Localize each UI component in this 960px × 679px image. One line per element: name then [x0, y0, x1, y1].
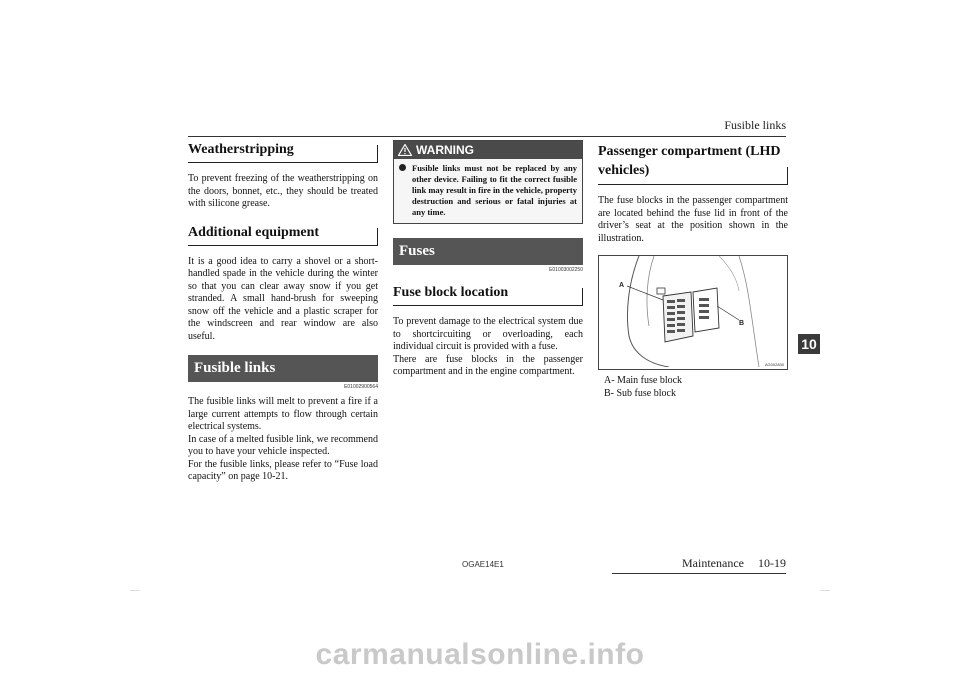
- column-3: [598, 140, 788, 400]
- caption-main-fuse-block: A- Main fuse block: [604, 375, 683, 386]
- column-1: [188, 140, 378, 484]
- warning-header: [394, 141, 582, 159]
- warning-box: [393, 140, 583, 224]
- fuses-heading: Fuses: [393, 238, 583, 265]
- additional-equipment-text: It is a good idea to carry a shovel or a short-handled spade in the vehicle during the winter so that you can clear away snow if you get stranded. A small hand-brush for sweeping snow off the vehicle and a plastic scraper for the windscreen and rear window are also useful.: [188, 255, 378, 342]
- passenger-compartment-text: The fuse blocks in the passenger compartment are located behind the fuse lid in front of the driver’s seat at the position shown in the illustration.: [598, 195, 788, 244]
- fuse-location-paragraph-1: To prevent damage to the electrical system due to shortcircuiting or overloading, each individual circuit is provided with a fuse.: [393, 316, 583, 352]
- column-2: [393, 140, 583, 379]
- fuse-location-paragraph-2: There are fuse blocks in the passenger compartment and in the engine compartment.: [393, 353, 583, 377]
- header-rule: [188, 136, 786, 137]
- fuse-block-drawing: [599, 256, 787, 367]
- crop-mark: [820, 590, 830, 591]
- fuse-block-illustration: [598, 255, 788, 370]
- warning-triangle-icon: [398, 144, 412, 156]
- running-header: Fusible links: [724, 118, 786, 132]
- fusible-links-paragraph-1: The fusible links will melt to prevent a fire if a large current attempts to flow through certain electrical systems.: [188, 396, 378, 432]
- fuse-block-location-heading: Fuse block location: [393, 283, 583, 306]
- footer-rule: [612, 573, 786, 574]
- caption-sub-fuse-block: B- Sub fuse block: [604, 387, 676, 399]
- weatherstripping-heading: Weatherstripping: [188, 140, 378, 163]
- weatherstripping-text: To prevent freezing of the weatherstripping on the doors, bonnet, etc., they should be treated with silicone grease.: [188, 173, 378, 209]
- bullet-icon: [399, 164, 406, 171]
- crop-mark: [130, 590, 140, 591]
- footer-code: OGAE14E1: [462, 560, 504, 569]
- watermark: carmanualsonline.info: [315, 638, 645, 671]
- footer-section: Maintenance: [682, 556, 744, 570]
- warning-text: Fusible links must not be replaced by any other device. Failing to fit the correct fusible link may result in fire in the vehicle, property destruction and serious or fatal injuries at any time.: [412, 163, 577, 217]
- fusible-links-heading: Fusible links: [188, 355, 378, 382]
- page-number: 10-19: [758, 556, 786, 570]
- figure-label-b: B: [739, 320, 745, 327]
- figure-label-a: A: [619, 282, 625, 289]
- additional-equipment-heading: Additional equipment: [188, 223, 378, 246]
- figure-code: AG002830: [764, 362, 784, 367]
- fuses-code: E01003002250: [549, 267, 583, 273]
- warning-label: WARNING: [416, 143, 474, 157]
- passenger-compartment-heading: Passenger compartment (LHD vehicles): [598, 140, 788, 185]
- chapter-tab: 10: [798, 334, 820, 354]
- fusible-links-code: E01002900564: [344, 384, 378, 390]
- warning-body: [394, 159, 582, 223]
- fusible-links-paragraph-2: In case of a melted fusible link, we recommend you to have your vehicle inspected.: [188, 433, 378, 457]
- figure-captions: [598, 375, 788, 400]
- fusible-links-paragraph-3: For the fusible links, please refer to “Fuse load capacity” on page 10-21.: [188, 458, 378, 482]
